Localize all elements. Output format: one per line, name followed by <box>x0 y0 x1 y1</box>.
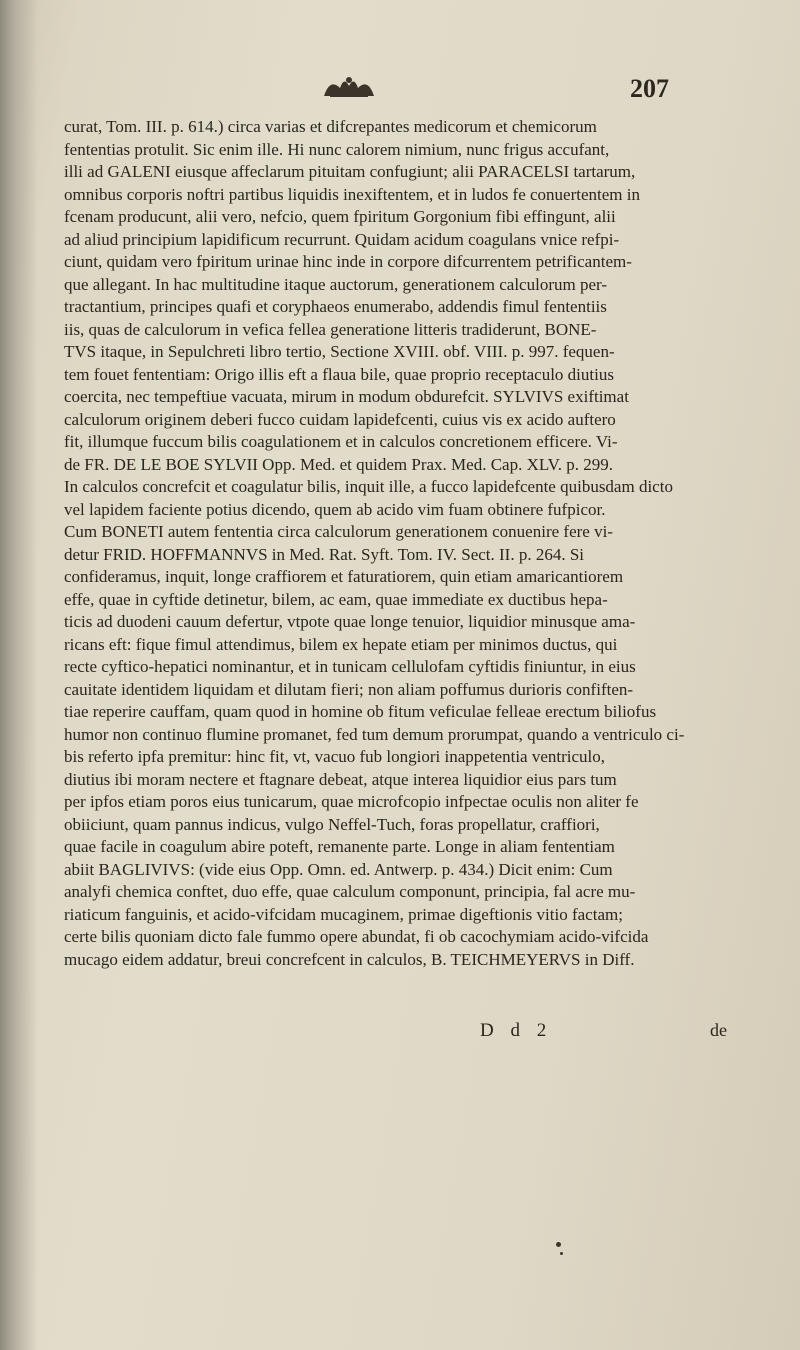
text-line: recte cyftico-hepatici nominantur, et in tunicam cellulofam cyftidis finiuntur, in eius <box>64 657 636 676</box>
ink-speck <box>560 1252 563 1255</box>
text-line: confideramus, inquit, longe craffiorem et faturatiorem, quin etiam amaricantiorem <box>64 567 624 586</box>
text-line: riaticum fanguinis, et acido-vifcidam mucaginem, primae digeftionis vitio factam; <box>64 904 623 924</box>
text-line: abiit BAGLIVIVS: (vide eius Opp. Omn. ed. Antwerp. p. 434.) Dicit enim: Cum <box>64 859 613 879</box>
body-text <box>64 116 714 971</box>
text-line: ad aliud principium lapidificum recurrunt. Quidam acidum coagulans vnice refpi- <box>64 229 620 249</box>
text-line: detur FRID. HOFFMANNVS in Med. Rat. Syft. Tom. IV. Sect. II. p. 264. Si <box>64 544 585 564</box>
text-line: tiae reperire cauffam, quam quod in homine ob fitum veficulae felleae erectum biliofus <box>64 702 657 721</box>
text-line: illi ad GALENI eiusque affeclarum pituitam confugiunt; alii PARACELSI tartarum, <box>64 162 636 181</box>
text-line: bis referto ipfa premitur: hinc fit, vt, vacuo fub longiori inappetentia ventriculo, <box>64 747 606 766</box>
printer-ornament-icon <box>320 74 378 100</box>
text-line: analyfi chemica conftet, duo effe, quae calculum componunt, principia, fal acre mu- <box>64 882 636 901</box>
text-line: effe, quae in cyftide detinetur, bilem, ac eam, quae immediate ex ductibus hepa- <box>64 589 608 609</box>
ink-speck <box>556 1242 561 1247</box>
signature-mark: D d 2 <box>480 1020 553 1041</box>
text-line: mucago eidem addatur, breui concrefcent in calculos, B. TEICHMEYERVS in Diff. <box>64 949 635 969</box>
text-line: In calculos concrefcit et coagulatur bilis, inquit ille, a fucco lapidefcente quibusdam dicto <box>64 477 673 496</box>
text-line: fcenam producunt, alii vero, nefcio, quem fpiritum Gorgonium fibi effingunt, alii <box>64 207 616 226</box>
page-gutter-shadow <box>0 0 38 1350</box>
text-line: coercita, nec tempeftiue vacuata, mirum in modum obdurefcit. SYLVIVS exiftimat <box>64 387 629 406</box>
text-line: que allegant. In hac multitudine itaque auctorum, generationem calculorum per- <box>64 274 607 294</box>
text-line: cauitate identidem liquidam et dilutam fieri; non aliam poffumus durioris confiften- <box>64 679 634 699</box>
text-line: tem fouet fententiam: Origo illis eft a flaua bile, quae proprio receptaculo diutius <box>64 364 614 384</box>
text-line: ciunt, quidam vero fpiritum urinae hinc inde in corpore difcurrentem petrificantem- <box>64 252 632 271</box>
page-number: 207 <box>630 74 669 103</box>
catchword: de <box>710 1020 727 1040</box>
text-line: per ipfos etiam poros eius tunicarum, quae microfcopio infpectae oculis non aliter fe <box>64 792 639 811</box>
text-line: fit, illumque fuccum bilis coagulationem et in calculos concretionem efficere. Vi- <box>64 432 618 451</box>
text-line: vel lapidem faciente potius dicendo, quem ab acido vim fuam obtinere fufpicor. <box>64 499 606 519</box>
text-line: TVS itaque, in Sepulchreti libro tertio, Sectione XVIII. obf. VIII. p. 997. fequen- <box>64 342 615 361</box>
text-line: Cum BONETI autem fententia circa calculorum generationem conuenire fere vi- <box>64 522 613 541</box>
text-line: tractantium, principes quafi et coryphaeos enumerabo, addendis fimul fententiis <box>64 297 607 316</box>
text-line: iis, quas de calculorum in vefica fellea generatione litteris tradiderunt, BONE- <box>64 319 597 339</box>
text-line: curat, Tom. III. p. 614.) circa varias et difcrepantes medicorum et chemicorum <box>64 117 597 136</box>
text-line: de FR. DE LE BOE SYLVII Opp. Med. et quidem Prax. Med. Cap. XLV. p. 299. <box>64 454 614 474</box>
text-line: diutius ibi moram nectere et ftagnare debeat, atque interea liquidior eius pars tum <box>64 769 617 789</box>
text-line: humor non continuo flumine promanet, fed tum demum prorumpat, quando a ventriculo ci- <box>64 724 685 744</box>
text-line: quae facile in coagulum abire poteft, remanente parte. Longe in aliam fententiam <box>64 837 615 856</box>
text-line: fententias protulit. Sic enim ille. Hi nunc calorem nimium, nunc frigus accufant, <box>64 139 610 159</box>
text-line: certe bilis quoniam dicto fale fummo opere abundat, fi ob cacochymiam acido-vifcida <box>64 927 649 946</box>
text-line: obiiciunt, quam pannus indicus, vulgo Neffel-Tuch, foras propellatur, craffiori, <box>64 814 600 834</box>
text-line: ricans eft: fique fimul attendimus, bilem ex hepate etiam per minimos ductus, qui <box>64 634 618 654</box>
text-line: omnibus corporis noftri partibus liquidis inexiftentem, et in ludos fe conuertentem in <box>64 184 640 204</box>
text-line: ticis ad duodeni cauum defertur, vtpote quae longe tenuior, liquidior minusque ama- <box>64 612 636 631</box>
text-line: calculorum originem deberi fucco cuidam lapidefcenti, cuius vis ex acido auftero <box>64 409 616 429</box>
